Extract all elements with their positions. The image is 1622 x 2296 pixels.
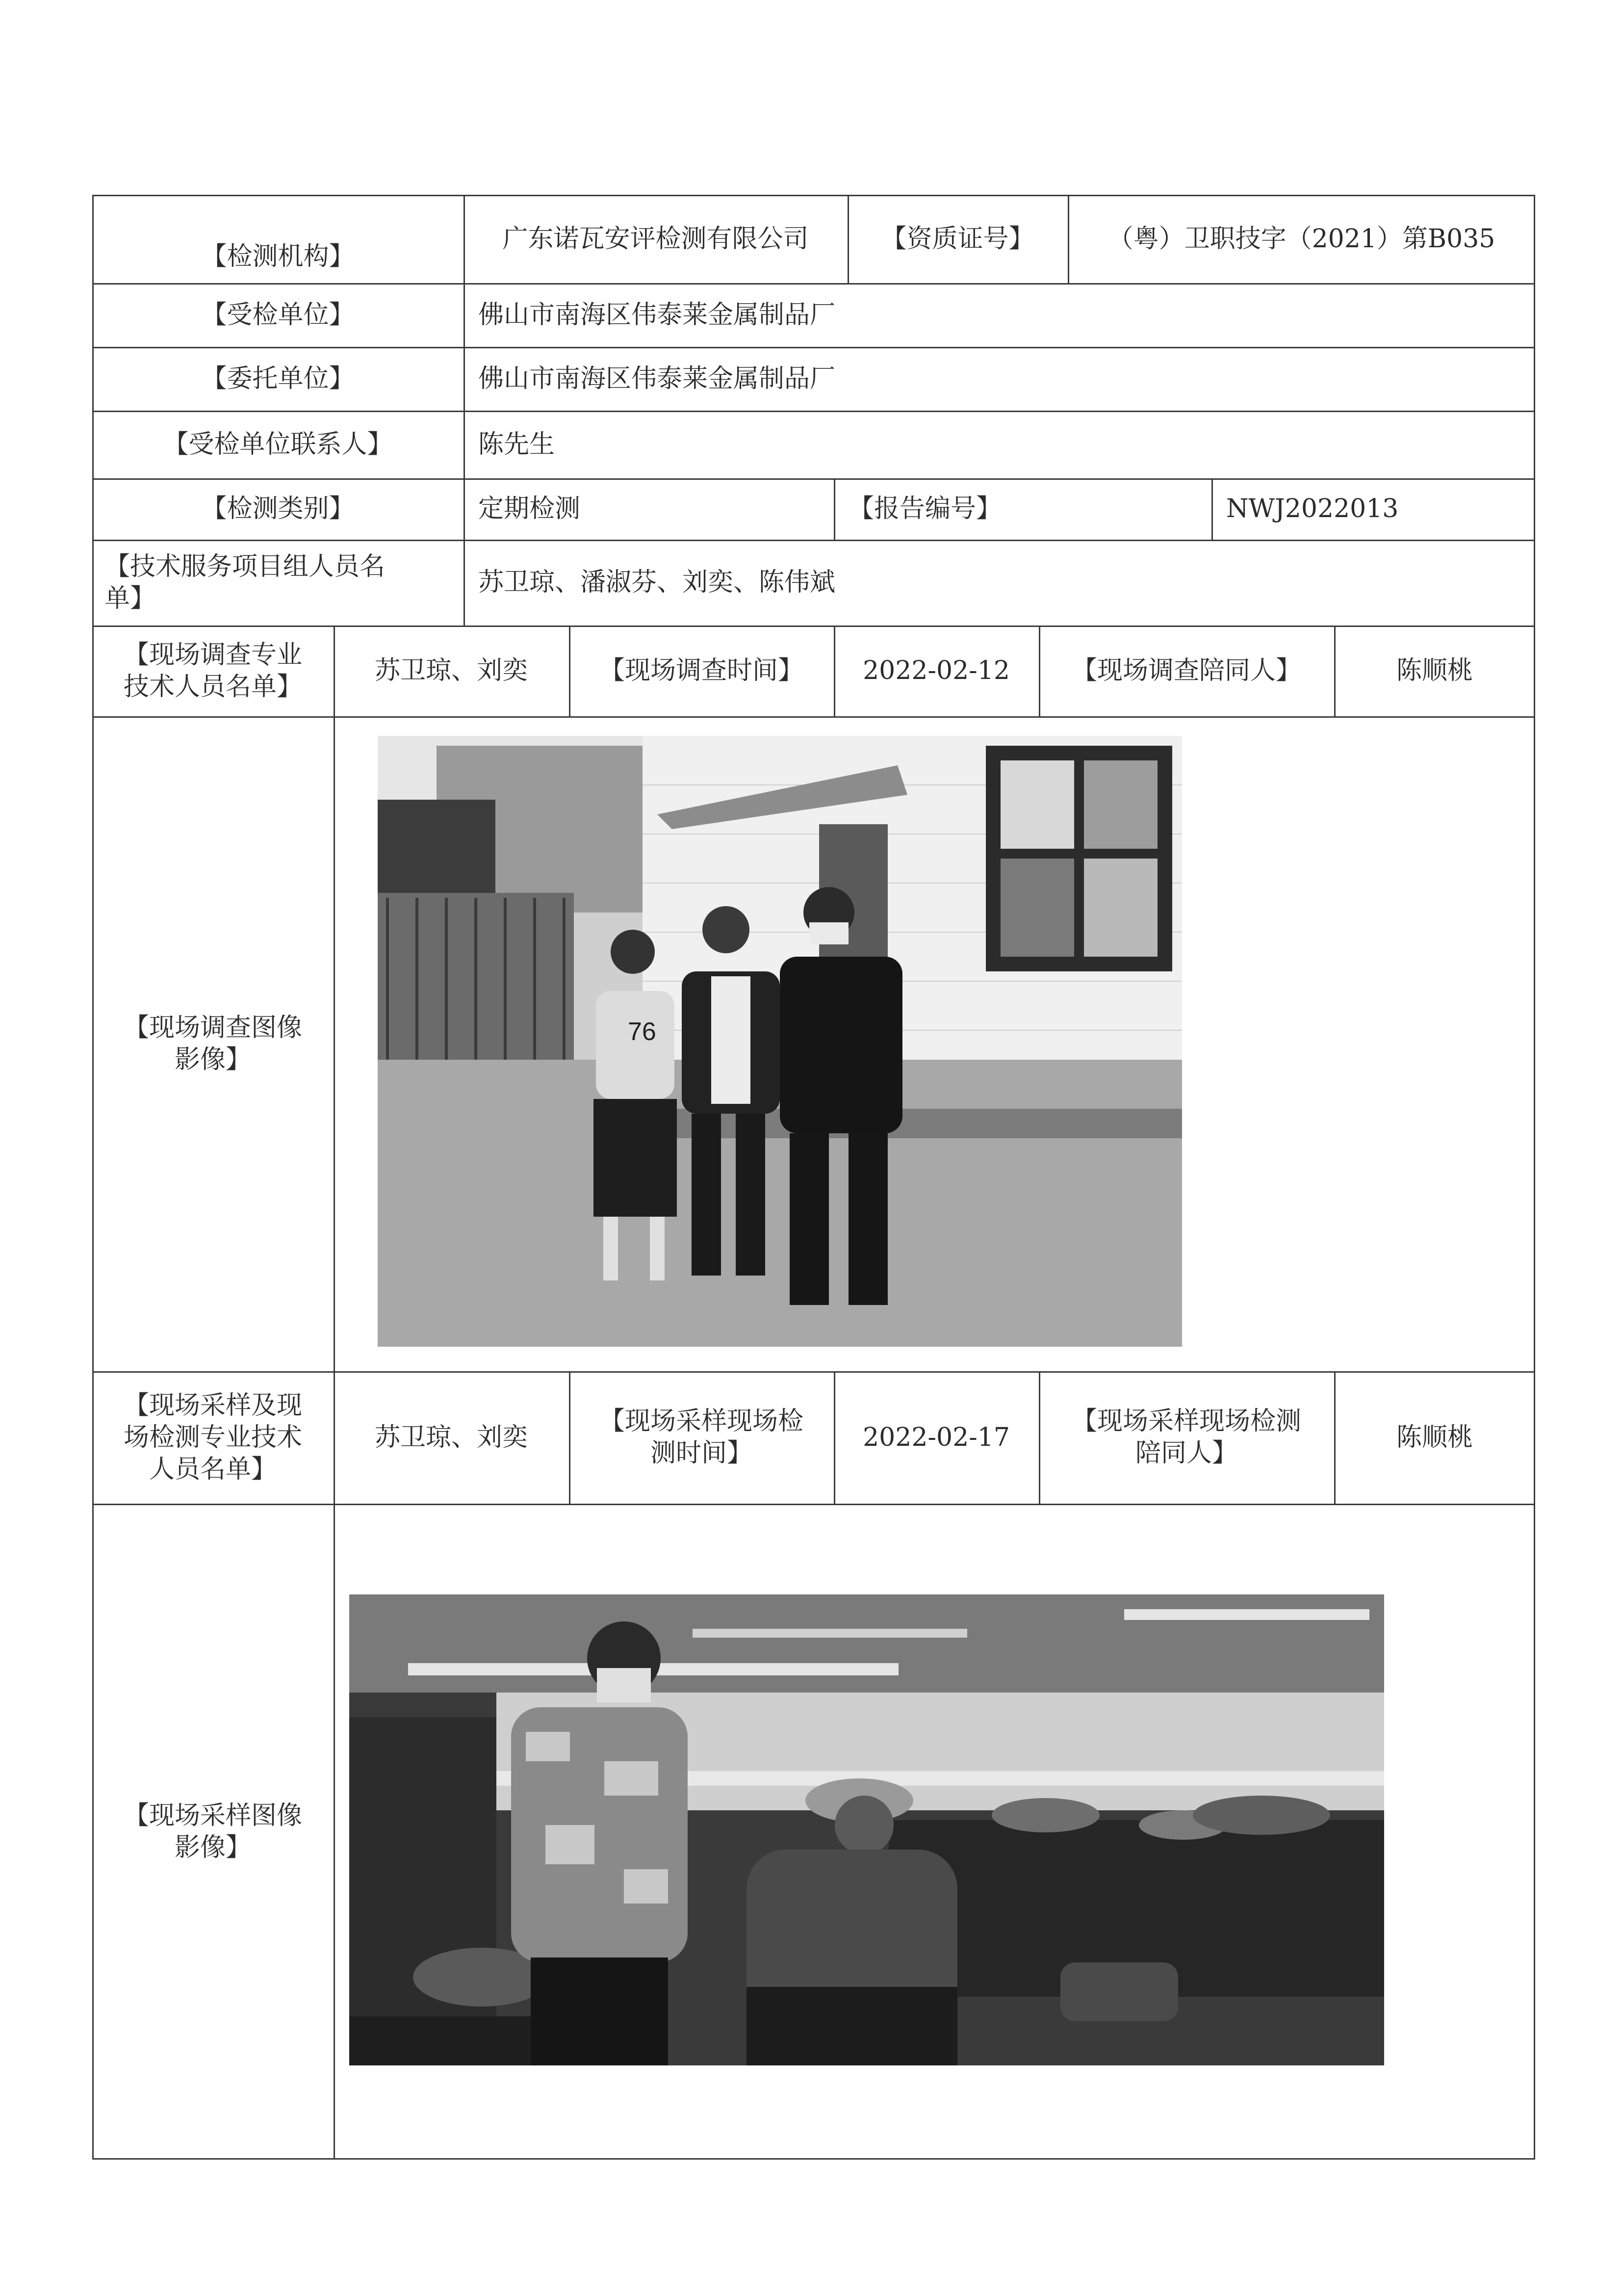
sampling-companion-label — [1039, 1371, 1334, 1504]
sampling-staff-label — [92, 1371, 334, 1504]
sampling-staff-value: 苏卫琼、刘奕 — [374, 1422, 528, 1452]
client-unit-value: 佛山市南海区伟泰莱金属制品厂 — [478, 364, 836, 393]
project-team-label-line2: 单】 — [104, 583, 156, 613]
sampling-companion-label-line2: 陪同人】 — [1135, 1438, 1237, 1468]
project-team-value: 苏卫琼、潘淑芬、刘奕、陈伟斌 — [478, 568, 836, 597]
site-survey-photo-graphic — [378, 736, 1182, 1347]
site-survey-photo — [378, 736, 1182, 1347]
testing-org-label: 【检测机构】 — [201, 242, 355, 271]
survey-staff-value: 苏卫琼、刘奕 — [374, 656, 528, 685]
survey-photo-label-line1: 【现场调查图像 — [123, 1013, 302, 1043]
contact-person-label: 【受检单位联系人】 — [163, 429, 393, 459]
shirt-number-text: 76 — [628, 1018, 656, 1046]
report-number-value: NWJ2022013 — [1226, 494, 1399, 523]
sampling-photo-label — [92, 1504, 334, 2160]
sampling-photo-label-line2: 影像】 — [174, 1832, 251, 1862]
sampling-staff-label-line3: 人员名单】 — [149, 1454, 277, 1484]
sampling-staff-label-line2: 场检测专业技术 — [123, 1422, 302, 1452]
report-number-label: 【报告编号】 — [849, 494, 1002, 523]
survey-companion-value: 陈顺桃 — [1396, 656, 1473, 685]
survey-staff-label — [92, 626, 334, 716]
certificate-label: 【资质证号】 — [881, 224, 1034, 254]
sampling-photo-label-line1: 【现场采样图像 — [123, 1800, 302, 1830]
test-category-label: 【检测类别】 — [201, 494, 355, 523]
sampling-time-label — [569, 1371, 834, 1504]
survey-time-label: 【现场调查时间】 — [599, 656, 803, 685]
testing-org-value: 广东诺瓦安评检测有限公司 — [502, 224, 809, 254]
client-unit-label: 【委托单位】 — [201, 364, 355, 393]
survey-photo-label — [92, 716, 334, 1371]
site-sampling-photo-graphic — [349, 1594, 1384, 2065]
survey-staff-label-line1: 【现场调查专业 — [123, 640, 302, 670]
project-team-label — [92, 540, 463, 626]
sampling-companion-value: 陈顺桃 — [1396, 1422, 1473, 1452]
inspected-unit-value: 佛山市南海区伟泰莱金属制品厂 — [478, 300, 836, 330]
inspected-unit-label: 【受检单位】 — [201, 300, 355, 330]
sampling-time-value: 2022-02-17 — [863, 1422, 1010, 1452]
survey-photo-label-line2: 影像】 — [174, 1044, 251, 1074]
survey-staff-label-line2: 技术人员名单】 — [123, 672, 302, 702]
certificate-value: （粤）卫职技字（2021）第B035 — [1107, 224, 1495, 254]
sampling-companion-label-line1: 【现场采样现场检测 — [1071, 1407, 1301, 1436]
contact-person-value: 陈先生 — [478, 429, 555, 459]
survey-companion-label: 【现场调查陪同人】 — [1071, 656, 1301, 685]
sampling-time-label-line2: 测时间】 — [650, 1438, 752, 1468]
test-category-value: 定期检测 — [478, 494, 581, 523]
project-team-label-line1: 【技术服务项目组人员名 — [104, 551, 386, 581]
site-sampling-photo — [349, 1594, 1384, 2065]
sampling-staff-label-line1: 【现场采样及现 — [123, 1390, 302, 1420]
sampling-time-label-line1: 【现场采样现场检 — [599, 1407, 803, 1436]
survey-time-value: 2022-02-12 — [863, 656, 1010, 685]
